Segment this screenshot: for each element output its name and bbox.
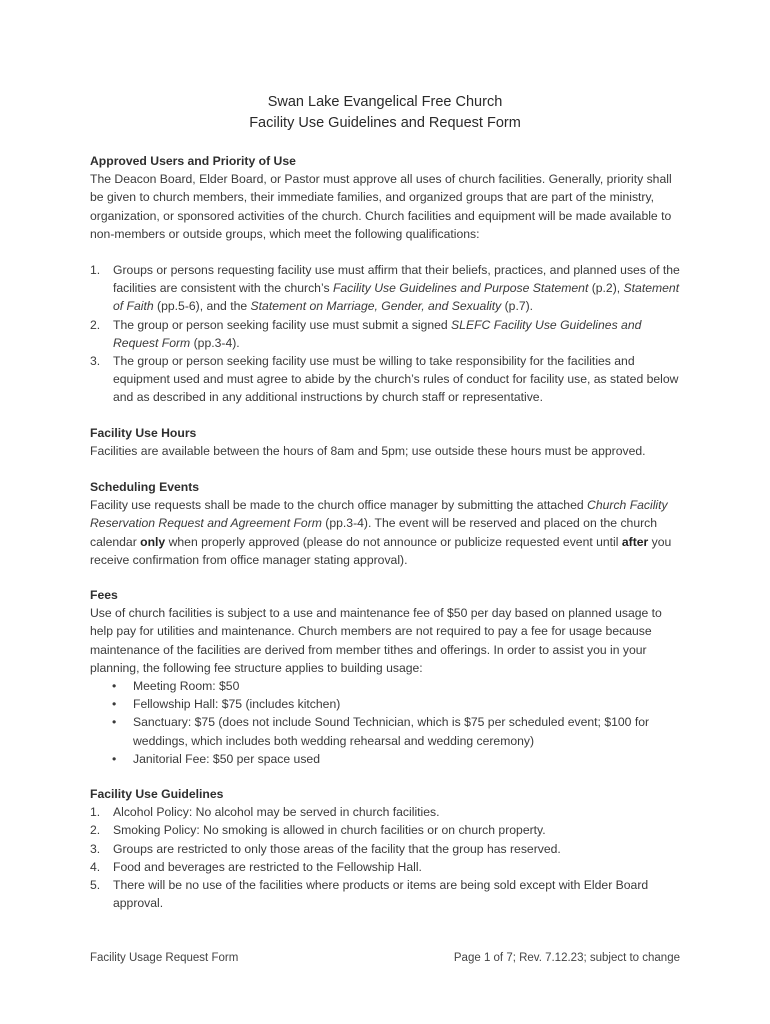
list-item: • Janitorial Fee: $50 per space used	[112, 751, 320, 766]
list-item: 3. The group or person seeking facility use must be willing to take responsibility for the facilities and equipment used and must agree to abide by the church’s rules of conduct for facility use, as stated below and as described in any additional instructions by church staff or representative.	[90, 354, 679, 405]
scheduling-section	[90, 478, 682, 569]
guidelines-section	[90, 785, 682, 912]
list-item: 5. There will be no use of the facilities where products or items are being sold except with Elder Board approval.	[90, 878, 649, 911]
facility-hours-heading: Facility Use Hours	[90, 426, 197, 440]
list-item: • Meeting Room: $50	[112, 679, 240, 694]
list-item: 3. Groups are restricted to only those areas of the facility that the group has reserved.	[90, 841, 561, 856]
scheduling-paragraph: Facility use requests shall be made to the church office manager by submitting the attached Church Facility Reservation Request and Agreement Form (pp.3-4). The event will be reserved and placed on the church calendar only when properly approved (please do not announce or publicize requested event until after you receive confirmation from office manager stating approval).	[90, 498, 672, 567]
fees-paragraph: Use of church facilities is subject to a use and maintenance fee of $50 per day based on planned usage to help pay for utilities and maintenance. Church members are not required to pay a fee for usage because maintenance of the facilities are derived from member tithes and offerings. In order to assist you in your planning, the following fee structure applies to building usage:	[90, 606, 662, 675]
approved-users-heading: Approved Users and Priority of Use	[90, 154, 296, 168]
title-block	[90, 92, 680, 134]
list-item: 2. Smoking Policy: No smoking is allowed in church facilities or on church property.	[90, 823, 546, 838]
qualifications-list	[90, 261, 682, 407]
list-item: 1. Groups or persons requesting facility use must affirm that their beliefs, practices, and planned uses of the facilities are consistent with the church’s Facility Use Guidelines and Purpose Statement (p.2), Statement of Faith (pp.5-6), and the Statement on Marriage, Gender, and Sexuality (p.7).	[90, 263, 680, 314]
approved-users-paragraph: The Deacon Board, Elder Board, or Pastor must approve all uses of church facilities. Generally, priority shall be given to church members, their immediate families, and organized groups that are part of the ministry, organization, or sponsored activities of the church. Church facilities and equipment will be made available to non-members or outside groups, which meet the following qualifications:	[90, 172, 672, 241]
church-name: Swan Lake Evangelical Free Church	[267, 94, 503, 110]
fees-section	[90, 586, 682, 768]
list-item: 2. The group or person seeking facility use must submit a signed SLEFC Facility Use Guidelines and Request Form (pp.3-4).	[90, 317, 642, 350]
document-title: Facility Use Guidelines and Request Form	[249, 115, 521, 131]
list-item: • Fellowship Hall: $75 (includes kitchen)	[112, 697, 341, 712]
list-item: • Sanctuary: $75 (does not include Sound Technician, which is $75 per scheduled event; $100 for weddings, which includes both wedding rehearsal and wedding ceremony)	[112, 715, 650, 748]
list-item: 4. Food and beverages are restricted to the Fellowship Hall.	[90, 859, 422, 874]
footer-form-name: Facility Usage Request Form	[90, 952, 239, 964]
fee-list	[90, 677, 682, 768]
facility-hours-section	[90, 424, 682, 460]
fees-heading: Fees	[90, 588, 118, 602]
facility-hours-text: Facilities are available between the hours of 8am and 5pm; use outside these hours must be approved.	[90, 444, 646, 459]
guidelines-list	[90, 803, 682, 912]
footer-page-info: Page 1 of 7; Rev. 7.12.23; subject to change	[453, 952, 680, 964]
list-item: 1. Alcohol Policy: No alcohol may be served in church facilities.	[90, 805, 440, 820]
scheduling-heading: Scheduling Events	[90, 480, 200, 494]
guidelines-heading: Facility Use Guidelines	[90, 787, 224, 801]
approved-users-section	[90, 152, 682, 407]
